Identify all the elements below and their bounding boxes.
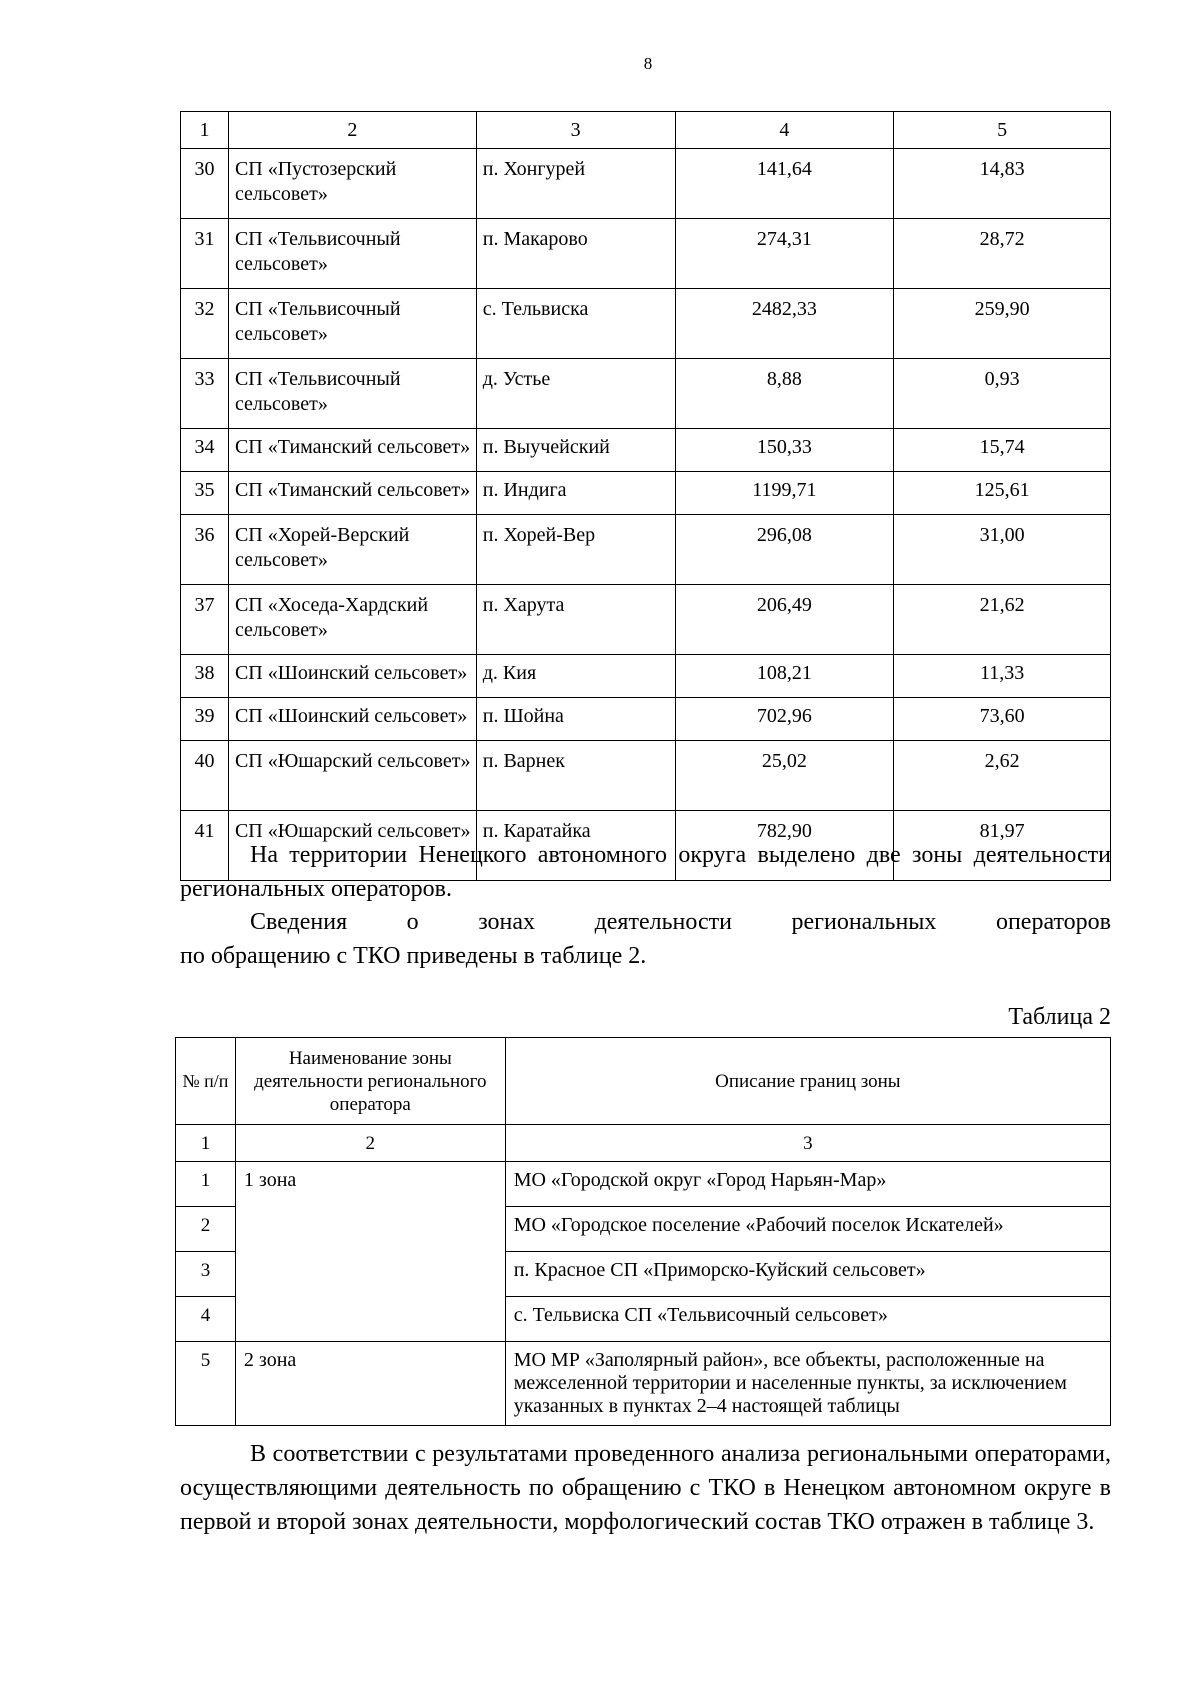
zone-description-cell: п. Красное СП «Приморско-Куйский сельсовет» <box>505 1252 1110 1297</box>
municipality-cell: СП «Хоседа-Хардский сельсовет» <box>228 585 476 655</box>
table-row <box>176 1162 1111 1207</box>
value-col4-cell: 141,64 <box>675 149 894 219</box>
value-col4-cell: 782,90 <box>675 811 894 881</box>
row-number: 32 <box>181 289 229 359</box>
municipality-cell: СП «Хорей-Верский сельсовет» <box>228 515 476 585</box>
row-number: 35 <box>181 472 229 515</box>
municipality-cell: СП «Тельвисочный сельсовет» <box>228 219 476 289</box>
row-number: 38 <box>181 655 229 698</box>
header-number: № п/п <box>176 1038 236 1125</box>
value-col5-cell: 125,61 <box>894 472 1111 515</box>
zone-description-cell: МО «Городской округ «Город Нарьян-Мар» <box>505 1162 1110 1207</box>
table-2-zones <box>175 1037 1111 1426</box>
municipality-cell: СП «Шоинский сельсовет» <box>228 655 476 698</box>
zone-name-cell: 2 зона <box>235 1342 505 1426</box>
row-number: 41 <box>181 811 229 881</box>
locality-cell: п. Выучейский <box>476 429 675 472</box>
zone-description-cell: МО МР «Заполярный район», все объекты, расположенные на межселенной территории и населенные пункты, за исключением указанных в пунктах 2–4 настоящей таблицы <box>505 1342 1110 1426</box>
value-col4-cell: 25,02 <box>675 741 894 811</box>
value-col4-cell: 150,33 <box>675 429 894 472</box>
table-row <box>181 429 1111 472</box>
municipality-cell: СП «Тиманский сельсовет» <box>228 429 476 472</box>
table-2-caption: Таблица 2 <box>1008 1004 1111 1030</box>
value-col4-cell: 1199,71 <box>675 472 894 515</box>
value-col5-cell: 259,90 <box>894 289 1111 359</box>
row-number: 2 <box>176 1207 236 1252</box>
table-1-col-number: 4 <box>675 112 894 149</box>
municipality-cell: СП «Тельвисочный сельсовет» <box>228 359 476 429</box>
locality-cell: п. Каратайка <box>476 811 675 881</box>
row-number: 5 <box>176 1342 236 1426</box>
table-row <box>181 655 1111 698</box>
row-number: 37 <box>181 585 229 655</box>
table-row <box>181 219 1111 289</box>
row-number: 39 <box>181 698 229 741</box>
paragraph-zones-intro-text: На территории Ненецкого автономного округа выделено две зоны деятельности региональных операторов. <box>180 842 1111 902</box>
col-number: 1 <box>176 1125 236 1162</box>
table-row <box>181 289 1111 359</box>
row-number: 40 <box>181 741 229 811</box>
row-number: 4 <box>176 1297 236 1342</box>
locality-cell: с. Тельвиска <box>476 289 675 359</box>
row-number: 36 <box>181 515 229 585</box>
value-col5-cell: 2,62 <box>894 741 1111 811</box>
value-col4-cell: 274,31 <box>675 219 894 289</box>
value-col5-cell: 15,74 <box>894 429 1111 472</box>
value-col4-cell: 108,21 <box>675 655 894 698</box>
municipality-cell: СП «Юшарский сельсовет» <box>228 811 476 881</box>
row-number: 30 <box>181 149 229 219</box>
locality-cell: п. Хорей-Вер <box>476 515 675 585</box>
row-number: 1 <box>176 1162 236 1207</box>
locality-cell: п. Макарово <box>476 219 675 289</box>
locality-cell: д. Устье <box>476 359 675 429</box>
value-col5-cell: 0,93 <box>894 359 1111 429</box>
table-row <box>181 585 1111 655</box>
paragraph-morphology-text: В соответствии с результатами проведенного анализа региональными операторами, осуществляющими деятельность по обращению с ТКО в Ненецком автономном округе в первой и второй зонах деятельности, морфологический состав ТКО отражен в таблице 3. <box>180 1441 1111 1535</box>
paragraph-table2-reference-line2: по обращению с ТКО приведены в таблице 2. <box>180 943 647 969</box>
zone-description-cell: МО «Городское поселение «Рабочий поселок Искателей» <box>505 1207 1110 1252</box>
table-1-col-number: 1 <box>181 112 229 149</box>
locality-cell: п. Хонгурей <box>476 149 675 219</box>
value-col5-cell: 73,60 <box>894 698 1111 741</box>
locality-cell: п. Шойна <box>476 698 675 741</box>
table-row <box>181 359 1111 429</box>
locality-cell: п. Харута <box>476 585 675 655</box>
table-row <box>181 472 1111 515</box>
value-col5-cell: 21,62 <box>894 585 1111 655</box>
value-col4-cell: 2482,33 <box>675 289 894 359</box>
table-row <box>176 1342 1111 1426</box>
table-1-continuation <box>180 111 1111 881</box>
municipality-cell: СП «Тельвисочный сельсовет» <box>228 289 476 359</box>
zone-description-cell: с. Тельвиска СП «Тельвисочный сельсовет» <box>505 1297 1110 1342</box>
page-number: 8 <box>643 54 653 73</box>
municipality-cell: СП «Тиманский сельсовет» <box>228 472 476 515</box>
row-number: 3 <box>176 1252 236 1297</box>
table-1-col-number: 5 <box>894 112 1111 149</box>
header-zone-name: Наименование зоны деятельности регионального оператора <box>235 1038 505 1125</box>
municipality-cell: СП «Пустозерский сельсовет» <box>228 149 476 219</box>
table-row <box>181 698 1111 741</box>
col-number: 3 <box>505 1125 1110 1162</box>
zone-name-cell: 1 зона <box>235 1162 505 1342</box>
table-row <box>181 149 1111 219</box>
row-number: 34 <box>181 429 229 472</box>
table-1-header-row <box>181 112 1111 149</box>
locality-cell: д. Кия <box>476 655 675 698</box>
header-zone-description: Описание границ зоны <box>505 1038 1110 1125</box>
municipality-cell: СП «Юшарский сельсовет» <box>228 741 476 811</box>
col-number: 2 <box>235 1125 505 1162</box>
table-1-col-number: 3 <box>476 112 675 149</box>
row-number: 31 <box>181 219 229 289</box>
value-col5-cell: 28,72 <box>894 219 1111 289</box>
table-row <box>181 515 1111 585</box>
paragraph-zones-intro <box>180 838 1111 906</box>
table-2-column-numbers-row <box>176 1125 1111 1162</box>
municipality-cell: СП «Шоинский сельсовет» <box>228 698 476 741</box>
row-number: 33 <box>181 359 229 429</box>
table-row <box>181 741 1111 811</box>
table-2-header-row <box>176 1038 1111 1125</box>
value-col5-cell: 81,97 <box>894 811 1111 881</box>
value-col5-cell: 14,83 <box>894 149 1111 219</box>
paragraph-morphology <box>180 1437 1111 1539</box>
value-col4-cell: 206,49 <box>675 585 894 655</box>
value-col5-cell: 31,00 <box>894 515 1111 585</box>
value-col5-cell: 11,33 <box>894 655 1111 698</box>
paragraph-table2-reference-line1: Сведения о зонах деятельности региональных операторов <box>250 909 1111 935</box>
value-col4-cell: 296,08 <box>675 515 894 585</box>
value-col4-cell: 702,96 <box>675 698 894 741</box>
table-1-col-number: 2 <box>228 112 476 149</box>
locality-cell: п. Индига <box>476 472 675 515</box>
paragraph-table2-reference <box>180 905 1111 973</box>
locality-cell: п. Варнек <box>476 741 675 811</box>
value-col4-cell: 8,88 <box>675 359 894 429</box>
